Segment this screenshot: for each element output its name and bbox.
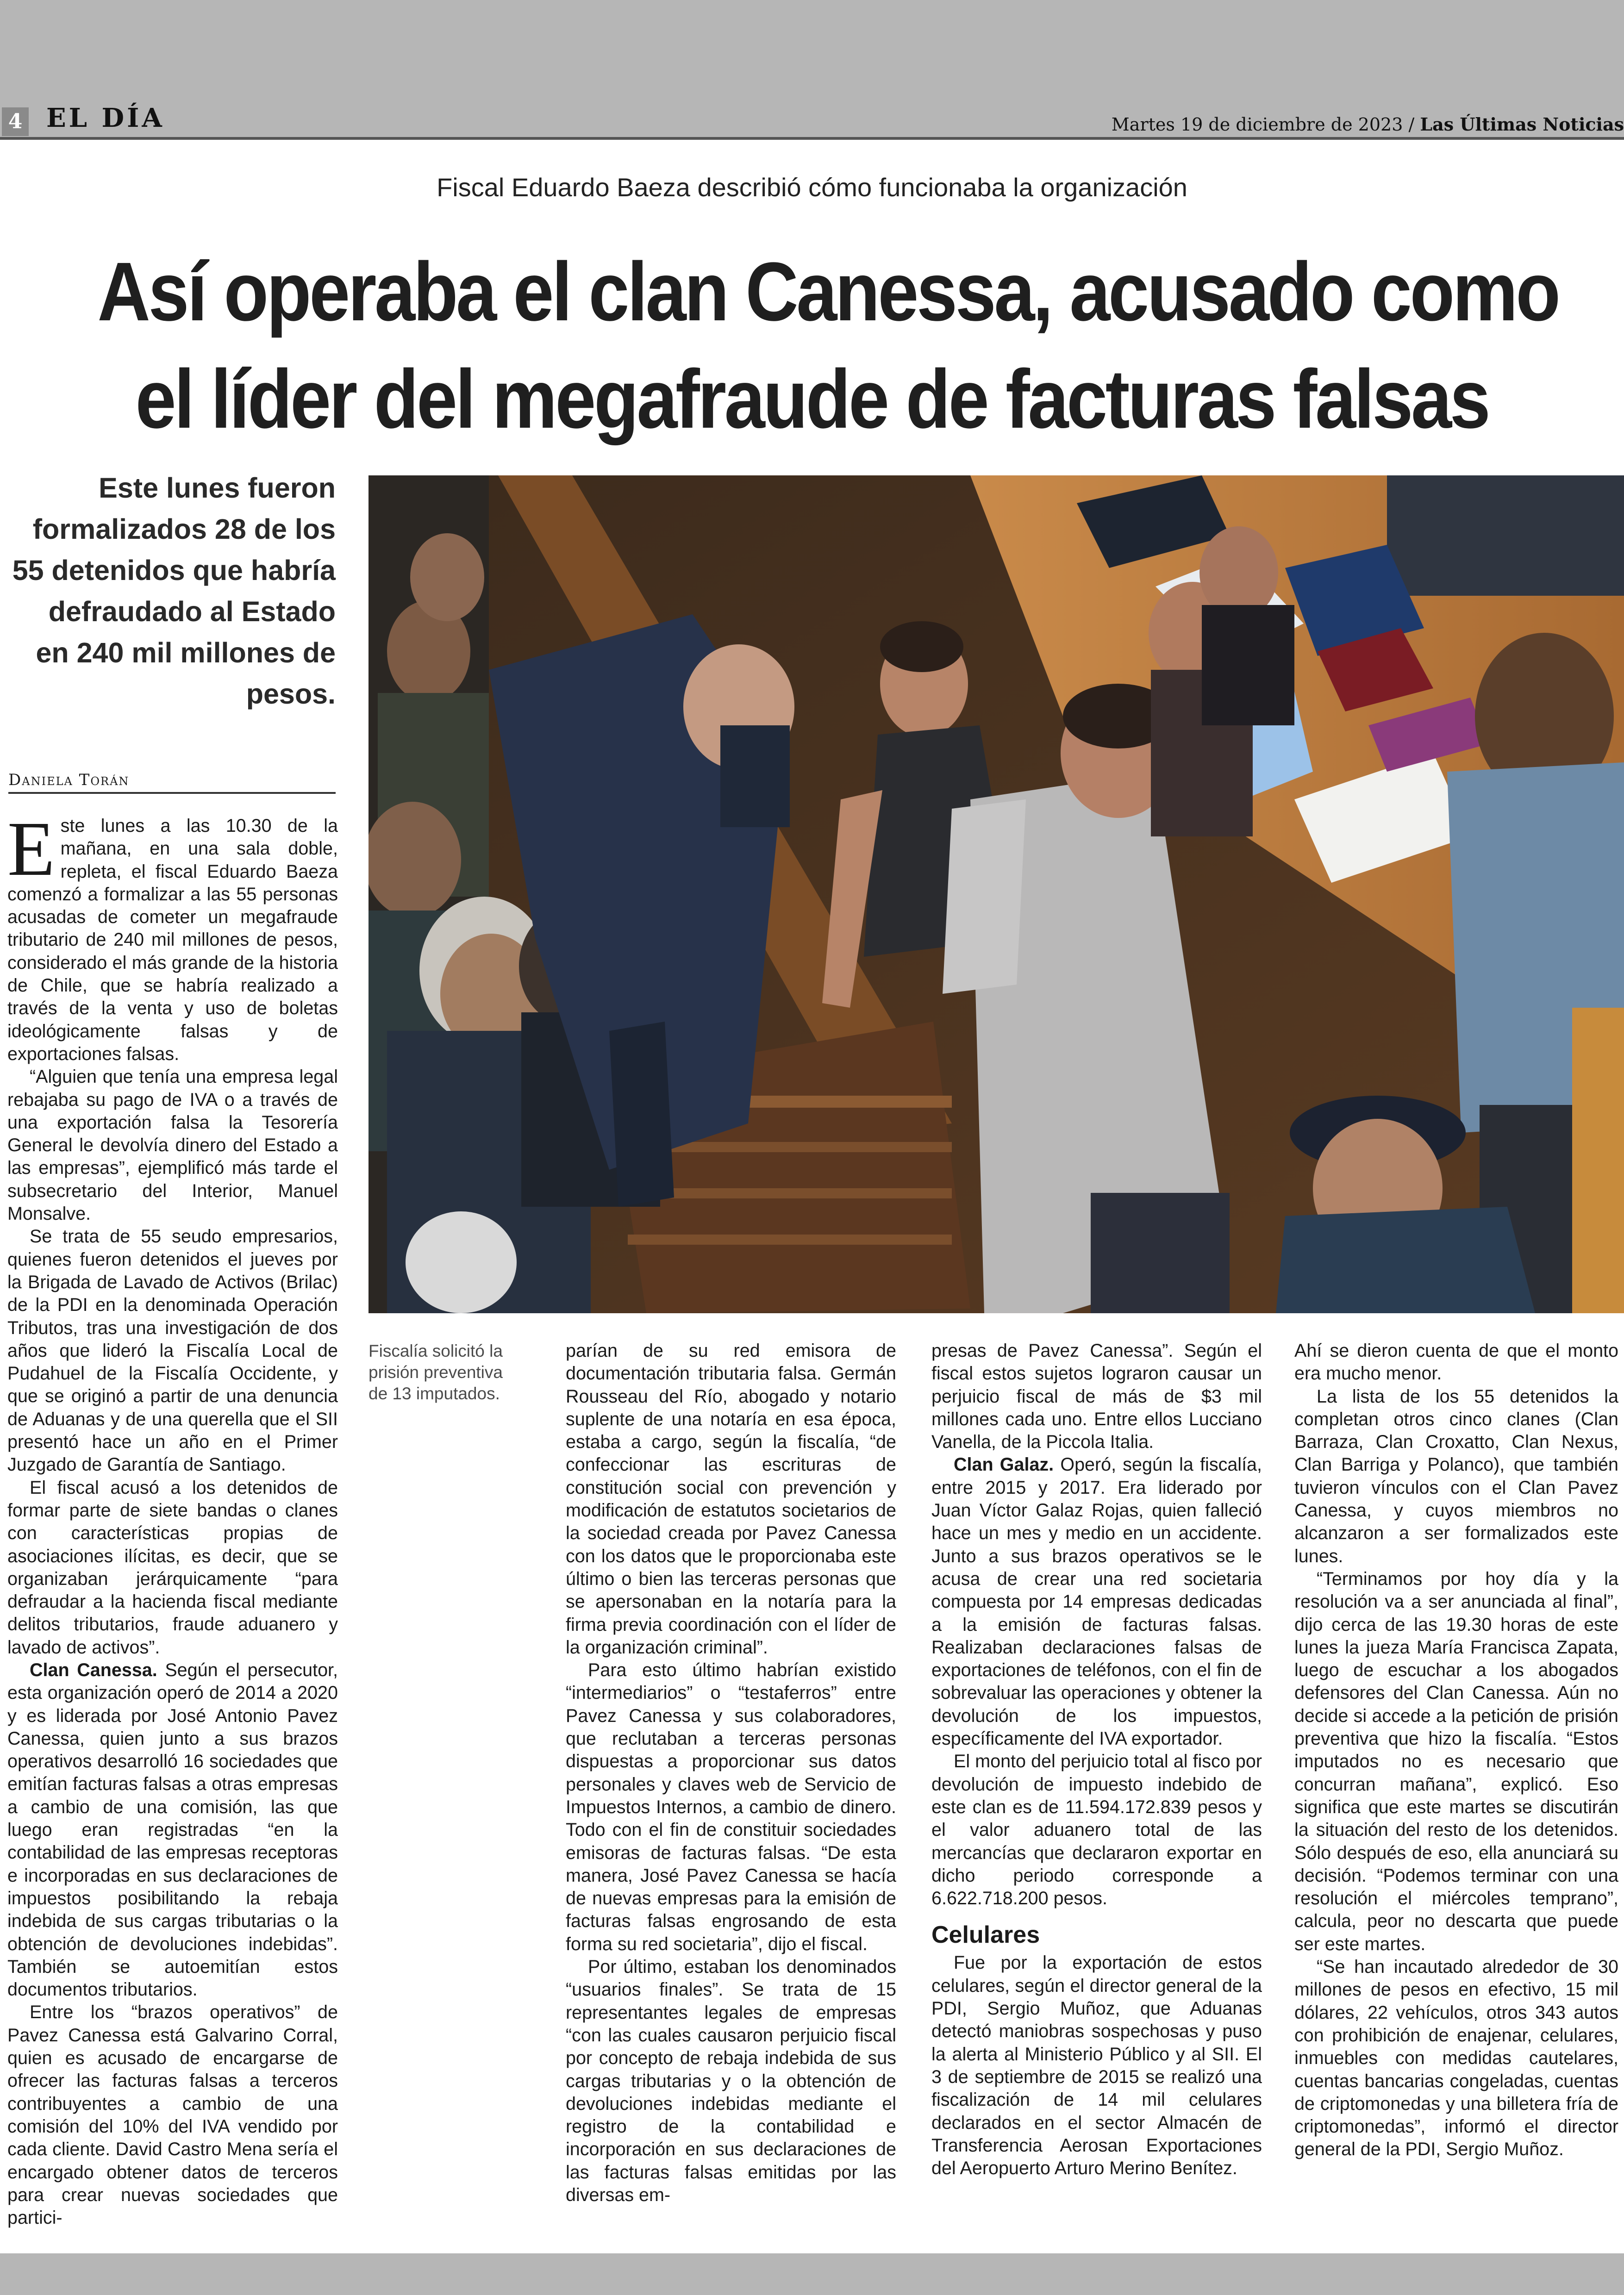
issue-date: Martes 19 de diciembre de 2023 / — [1111, 114, 1415, 135]
dateline — [1112, 114, 1624, 135]
article-paragraph: “Alguien que tenía una empresa legal rebajaba su pago de IVA o a través de una exportación falsa la Tesorería General le devolvía dinero del Estado a las empresas”, ejemplificó más tarde el subsecretario del Interior, Manuel Monsalve. — [7, 1066, 338, 1224]
article-paragraph — [931, 1453, 1262, 1750]
article-paragraph: presas de Pavez Canessa”. Según el fiscal estos sujetos lograron causar un perjuicio fiscal de más de $3 mil millones cada uno. Entre ellos Lucciano Vanella, de la Piccola Italia. — [931, 1341, 1262, 1453]
run-in-head-clan-galaz: Clan Galaz. — [954, 1454, 1054, 1475]
article-paragraph: Ahí se dieron cuenta de que el monto era mucho menor. — [1294, 1341, 1618, 1384]
article-paragraph: Fue por la exportación de estos celulares, según el director general de la PDI, Sergio Muñoz, que Aduanas detectó maniobras sospechosas y puso la alerta al Ministerio Público y al SII. El 3 de septiembre de 2015 se realizó una fiscalización de 14 mil celulares declarados en el sector Almacén de Transferencia Aerosan Exportaciones del Aeropuerto Arturo Merino Benítez. — [931, 1952, 1262, 2179]
section-title: EL DÍA — [46, 103, 165, 133]
article-paragraph-text: Operó, según la fiscalía, entre 2015 y 2017. Era liderado por Juan Víctor Galaz Rojas, quien falleció hace un mes y medio en un accidente. Junto a sus brazos operativos se le acusa de crear una red societaria compuesta por 14 empresas dedicadas a la emisión de facturas falsas. Realizaban declaraciones falsas de exportaciones de teléfonos, con el fin de sobrevaluar las operaciones y obtener la devolución de los impuestos, específicamente del IVA exportador. — [931, 1454, 1262, 1749]
article-paragraph-text: ste lunes a las 10.30 de la mañana, en una sala doble, repleta, el fiscal Eduardo Baeza comenzó a formalizar a las 55 personas acusadas de cometer un megafraude tributario de 240 mil millones de pesos, considerado el más grande de la historia de Chile, que se habría realizado a través de la venta y uso de boletas ideológicamente falsas y de exportaciones falsas. — [7, 816, 338, 1064]
article-paragraph: “Se han incautado alrededor de 30 millones de pesos en efectivo, 15 mil dólares, 22 vehículos, otros 343 autos con prohibición de enajenar, celulares, inmuebles con medidas cautelares, cuentas bancarias congeladas, cuentas de criptomonedas y una billetera fría de criptomonedas”, informó el director general de la PDI, Sergio Muñoz. — [1294, 1957, 1618, 2160]
article-paragraph — [7, 806, 338, 1066]
drop-cap: E — [7, 806, 55, 892]
article-column-1 — [7, 806, 338, 2229]
article-paragraph: Para esto último habrían existido “intermediarios” o “testaferros” entre Pavez Canessa y sus colaboradores, que reclutaban a terceras personas dispuestas a proporcionar sus datos personales y claves web de Servicio de Impuestos Internos, a cambio de dinero. Todo con el fin de constituir sociedades emisoras de facturas falsas. “De esta manera, José Pavez Canessa se hacía de nuevas empresas para la emisión de facturas falsas engrosando de esta forma su red societaria”, dijo el fiscal. — [566, 1660, 896, 1954]
headline-line-1: Así operaba el clan Canessa, acusado como — [97, 245, 1559, 338]
article-paragraph: El monto del perjuicio total al fisco por devolución de impuesto indebido de este clan es de 11.594.172.839 pesos y el valor aduanero total de las mercancías que declararon exportar en dicho periodo corresponde a 6.622.718.200 pesos. — [931, 1751, 1262, 1909]
publication-name: Las Últimas Noticias — [1420, 114, 1624, 135]
article-paragraph: Por último, estaban los denominados “usuarios finales”. Se trata de 15 representantes legales de empresas “con las cuales causaron perjuicio fiscal por concepto de rebaja indebida de sus cargas tributarias y o la obtención de devoluciones indebidas mediante el registro de la contabilidad e incorporación en sus declaraciones de las facturas falsas emitidas por las diversas em- — [566, 1957, 896, 2205]
courtroom-photo — [369, 475, 1624, 1313]
article-paragraph: parían de su red emisora de documentación tributaria falsa. Germán Rousseau del Río, abogado y notario suplente de una notaría en esa época, estaba a cargo, según la fiscalía, “de confeccionar las escrituras de constitución social con prevención y modificación de estatutos societarios de la sociedad creada por Pavez Canessa con los datos que le proporcionaba este último o bien las terceras personas que se apersonaban en la notaría para la firma previa coordinación con el líder de la organización criminal”. — [566, 1341, 896, 1658]
bottom-margin-band — [0, 2253, 1624, 2295]
deck: Este lunes fueron formalizados 28 de los 55 detenidos que habría defraudado al Estado en 240 mil millones de pesos. — [12, 472, 336, 710]
subhead-celulares: Celulares — [931, 1921, 1040, 1949]
photo-caption: Fiscalía solicitó la prisión preventiva de 13 imputados. — [369, 1341, 503, 1403]
run-in-head-clan-canessa: Clan Canessa. — [30, 1659, 157, 1680]
article-paragraph — [7, 1659, 338, 2001]
article-paragraph-text: Según el persecutor, esta organización operó de 2014 a 2020 y es liderada por José Antonio Pavez Canessa, quien junto a sus brazos operativos desarrolló 16 sociedades que emitían facturas falsas a otras empresas a cambio de una comisión, las que luego eran registradas “en la contabilidad de las empresas receptoras e incorporadas en sus declaraciones de impuestos posibilitando la rebaja indebida de sus cargas tributarias o la obtención de devoluciones indebidas”. También se autoemitían estos documentos tributarios. — [7, 1659, 338, 2000]
byline: Daniela Torán — [8, 771, 336, 794]
header-rule — [0, 137, 1624, 140]
article-column-2 — [566, 1340, 896, 2207]
article-paragraph: El fiscal acusó a los detenidos de formar parte de siete bandas o clanes con características propias de asociaciones ilícitas, es decir, que se organizaban jerárquicamente “para defraudar a la hacienda fiscal mediante delitos tributarios, fraude aduanero y lavado de activos”. — [7, 1477, 338, 1658]
article-paragraph: Entre los “brazos operativos” de Pavez Canessa está Galvarino Corral, quien es acusado de encargarse de ofrecer las facturas falsas a terceros contribuyentes a cambio de una comisión del 10% del IVA vendido por cada cliente. David Castro Mena sería el encargado obtener datos de terceros para crear nuevas sociedades que partici- — [7, 2002, 338, 2228]
kicker: Fiscal Eduardo Baeza describió cómo funcionaba la organización — [437, 173, 1187, 202]
headline-line-2: el líder del megafraude de facturas falsas — [135, 353, 1489, 446]
page-number: 4 — [2, 107, 29, 136]
courtroom-photo-illustration — [369, 475, 1624, 1313]
article-paragraph: Se trata de 55 seudo empresarios, quienes fueron detenidos el jueves por la Brigada de Lavado de Activos (Brilac) de la PDI en la denominada Operación Tributos, tras una investigación de dos años que lideró la Fiscalía Local de Pudahuel de la Fiscalía Occidente, y que se originó a partir de una denuncia de Aduanas y de una querella que el SII presentó hace un año en el Primer Juzgado de Garantía de Santiago. — [7, 1226, 338, 1475]
article-column-3 — [931, 1340, 1262, 2180]
headline — [97, 238, 1559, 453]
article-paragraph: La lista de los 55 detenidos la completan otros cinco clanes (Clan Barraza, Clan Croxatto, Clan Nexus, Clan Barriga y Polanco), que también tuvieron vínculos con el Clan Pavez Canessa, y cuyos miembros no alcanzaron a ser formalizados este lunes. — [1294, 1386, 1618, 1566]
article-column-4 — [1294, 1340, 1618, 2161]
article-paragraph: “Terminamos por hoy día y la resolución va a ser anunciada al final”, dijo cerca de las 19.30 horas de este lunes la jueza María Francisca Zapata, luego de escuchar a los abogados defensores del Clan Canessa. Aún no decide si accede a la petición de prisión preventiva que hizo la fiscalía. “Estos imputados no es necesario que concurran mañana”, explicó. Eso significa que este martes se discutirán la situación del resto de los detenidos. Sólo después de eso, ella anunciará su decisión. “Podemos terminar con una resolución el miércoles temprano”, calcula, peor no descarta que puede ser este martes. — [1294, 1568, 1618, 1954]
